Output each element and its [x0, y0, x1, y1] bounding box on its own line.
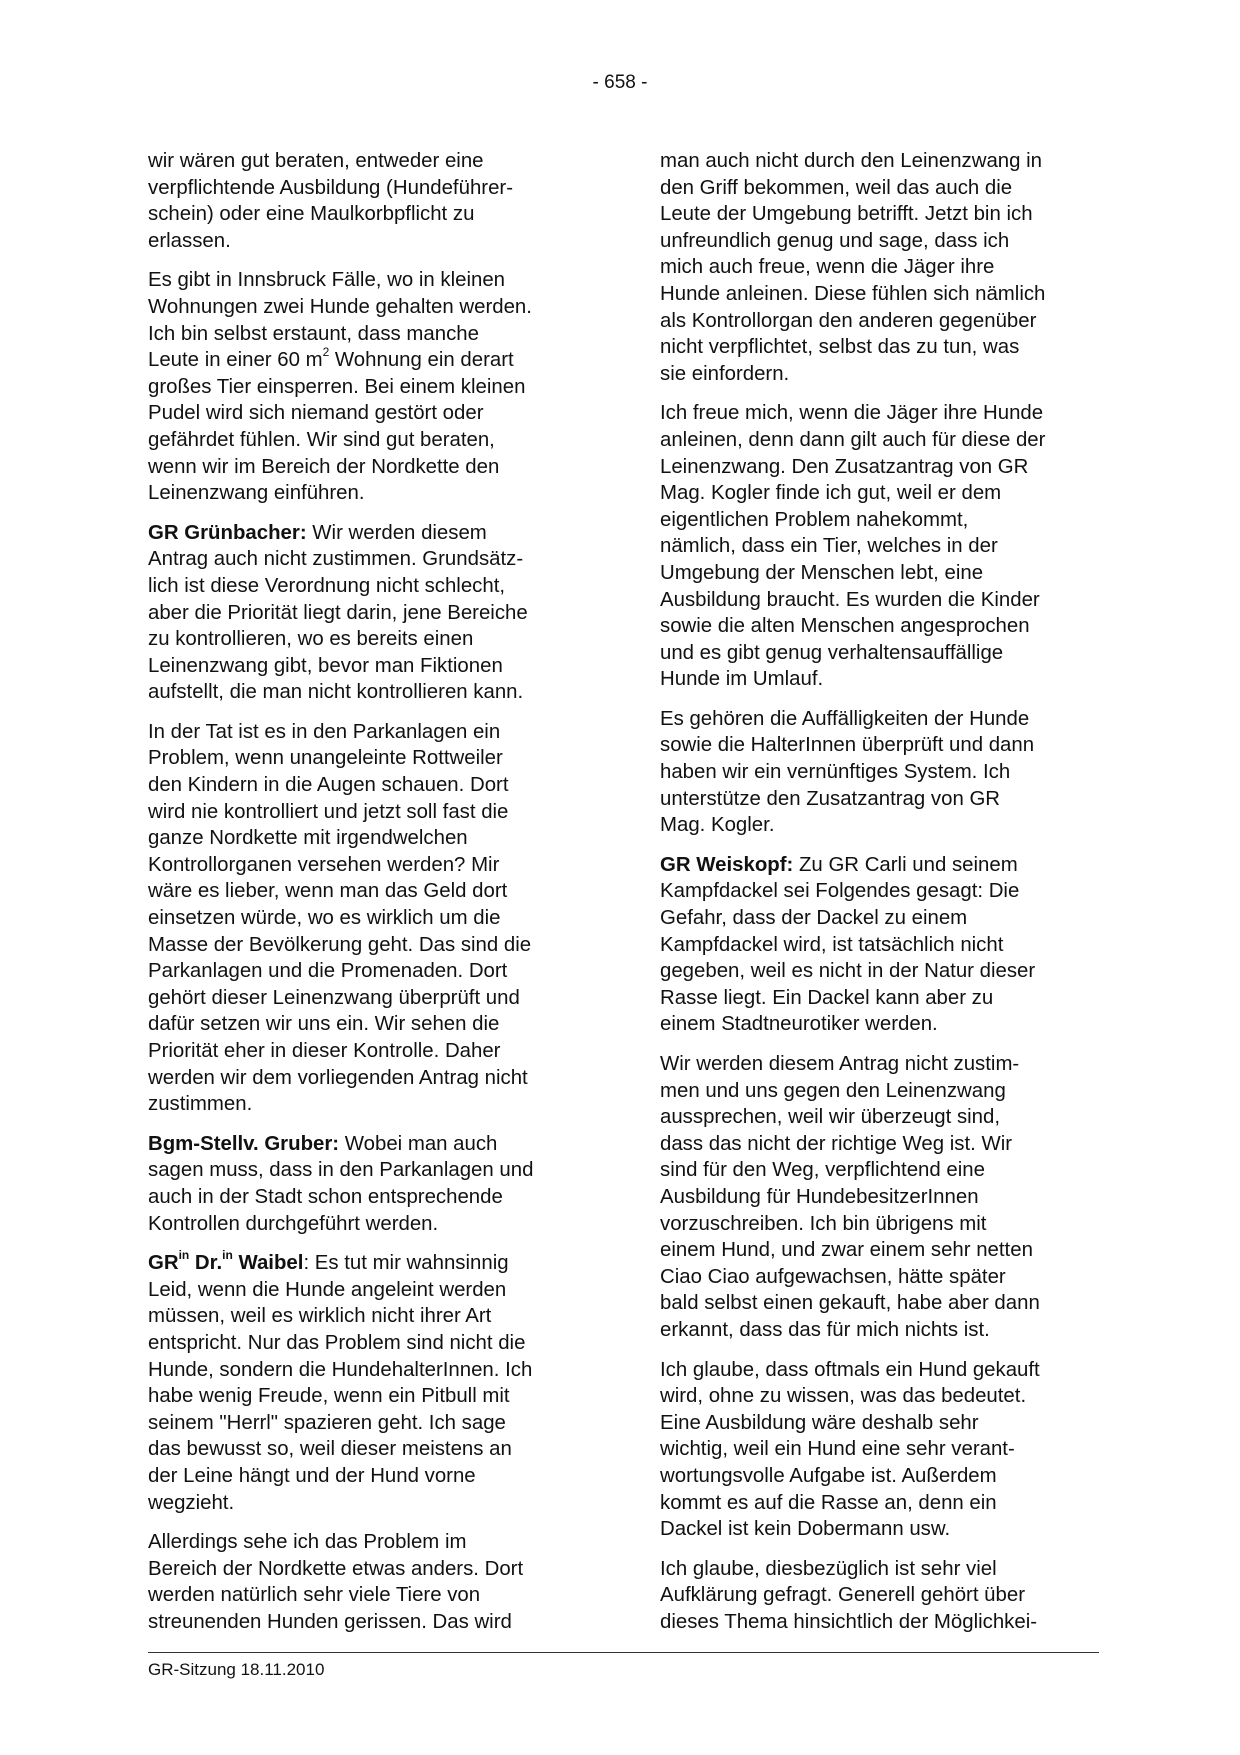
paragraph: Ich freue mich, wenn die Jäger ihre Hunde anleinen, denn dann gilt auch für diese der Leinenzwang. Den Zusatzantrag von GR Mag. Kogler finde ich gut, weil er dem eigentlichen Problem nahekommt, nämlich, dass ein Tier, welches in der Umgebung der Menschen lebt, eine Ausbildung braucht. Es wurden die Kinder sowie die alten Menschen angesprochen und es gibt genug verhaltensauffällige Hunde im Umlauf.	[660, 402, 1046, 691]
speaker-name: Bgm-Stellv. Gruber:	[148, 1132, 340, 1155]
paragraph: GR Weiskopf: Zu GR Carli und seinem Kampfdackel sei Folgendes gesagt: Die Gefahr, dass der Dackel zu einem Kampfdackel wird, ist tatsächlich nicht gegeben, weil es nicht in der Natur dieser Rasse liegt. Ein Dackel kann aber zu einem Stadtneurotiker werden.	[660, 853, 1036, 1036]
left-column	[148, 148, 588, 1648]
speaker-name: $GR^{in}$ Dr.$^{in}$ Waibel	[148, 1248, 304, 1275]
paragraph: Bgm-Stellv. Gruber: Wobei man auch sagen muss, dass in den Parkanlagen und auch in der Stadt schon entsprechende Kontrollen durchgeführt werden.	[148, 1132, 534, 1235]
right-column	[660, 148, 1100, 1648]
footer-divider	[148, 1652, 1099, 1653]
paragraph: Ich glaube, dass oftmals ein Hund gekauft wird, ohne zu wissen, was das bedeutet. Eine Ausbildung wäre deshalb sehr wichtig, weil ein Hund eine sehr verant- wortungsvolle Aufgabe ist. Außerdem kommt es auf die Rasse an, denn ein Dackel ist kein Dobermann usw.	[660, 1358, 1040, 1541]
superscript: 2	[322, 345, 330, 360]
paragraph: $GR^{in}$ Dr.$^{in}$ Waibel: Es tut mir wahnsinnig Leid, wenn die Hunde angeleint werden müssen, weil es wirklich nicht ihrer Art entspricht. Nur das Problem sind nicht die Hunde, sondern die HundehalterInnen. Ich habe wenig Freude, wenn ein Pitbull mit seinem "Herrl" spazieren geht. Ich sage das bewusst so, weil dieser meistens an der Leine hängt und der Hund vorne wegzieht.	[148, 1248, 533, 1514]
paragraph: Allerdings sehe ich das Problem im Bereich der Nordkette etwas anders. Dort werden natürlich sehr viele Tiere von streunenden Hunden gerissen. Das wird	[148, 1531, 524, 1633]
paragraph: man auch nicht durch den Leinenzwang in den Griff bekommen, weil das auch die Leute der Umgebung betrifft. Jetzt bin ich unfreundlich genug und sage, dass ich mich auch freue, wenn die Jäger ihre Hunde anleinen. Diese fühlen sich nämlich als Kontrollorgan den anderen gegenüber nicht verpflichtet, selbst das zu tun, was sie einfordern.	[660, 150, 1046, 385]
paragraph: In der Tat ist es in den Parkanlagen ein Problem, wenn unangeleinte Rottweiler den Kindern in die Augen schauen. Dort wird nie kontrolliert und jetzt soll fast die ganze Nordkette mit irgendwelchen Kontrollorganen versehen werden? Mir wäre es lieber, wenn man das Geld dort einsetzen würde, wo es wirklich um die Masse der Bevölkerung geht. Das sind die Parkanlagen und die Promenaden. Dort gehört dieser Leinenzwang überprüft und dafür setzen wir uns ein. Wir sehen die Priorität eher in dieser Kontrolle. Daher werden wir dem vorliegenden Antrag nicht zustimmen.	[148, 720, 532, 1116]
paragraph: Ich glaube, diesbezüglich ist sehr viel Aufklärung gefragt. Generell gehört über dieses Thema hinsichtlich der Möglichkei-	[660, 1557, 1038, 1633]
paragraph: Es gehören die Auffälligkeiten der Hunde sowie die HalterInnen überprüft und dann haben wir ein vernünftiges System. Ich unterstütze den Zusatzantrag von GR Mag. Kogler.	[660, 707, 1035, 837]
paragraph: GR Grünbacher: Wir werden diesem Antrag auch nicht zustimmen. Grundsätz- lich ist diese Verordnung nicht schlecht, aber die Priorität liegt darin, jene Bereiche zu kontrollieren, wo es bereits einen Leinenzwang gibt, bevor man Fiktionen aufstellt, die man nicht kontrollieren kann.	[148, 521, 528, 704]
paragraph: wir wären gut beraten, entweder eine verpflichtende Ausbildung (Hundeführer- schein) oder eine Maulkorbpflicht zu erlassen.	[148, 150, 513, 252]
paragraph: Wir werden diesem Antrag nicht zustim- men und uns gegen den Leinenzwang aussprechen, weil wir überzeugt sind, dass das nicht der richtige Weg ist. Wir sind für den Weg, verpflichtend eine Ausbildung für HundebesitzerInnen vorzuschreiben. Ich bin übrigens mit einem Hund, und zwar einem sehr netten Ciao Ciao aufgewachsen, hätte später bald selbst einen gekauft, habe aber dann erkannt, dass das für mich nichts ist.	[660, 1053, 1040, 1341]
footer-session-date: GR-Sitzung 18.11.2010	[148, 1660, 325, 1679]
paragraph: Es gibt in Innsbruck Fälle, wo in kleinen Wohnungen zwei Hunde gehalten werden. Ich bin selbst erstaunt, dass manche Leute in einer 60 $m^2$ Wohnung ein derart großes Tier einsperren. Bei einem kleinen Pudel wird sich niemand gestört oder gefährdet fühlen. Wir sind gut beraten, wenn wir im Bereich der Nordkette den Leinenzwang einführen.	[148, 269, 532, 505]
page-number: - 658 -	[592, 72, 648, 93]
speaker-name: GR Grünbacher:	[148, 521, 307, 544]
speaker-name: GR Weiskopf:	[660, 853, 794, 876]
